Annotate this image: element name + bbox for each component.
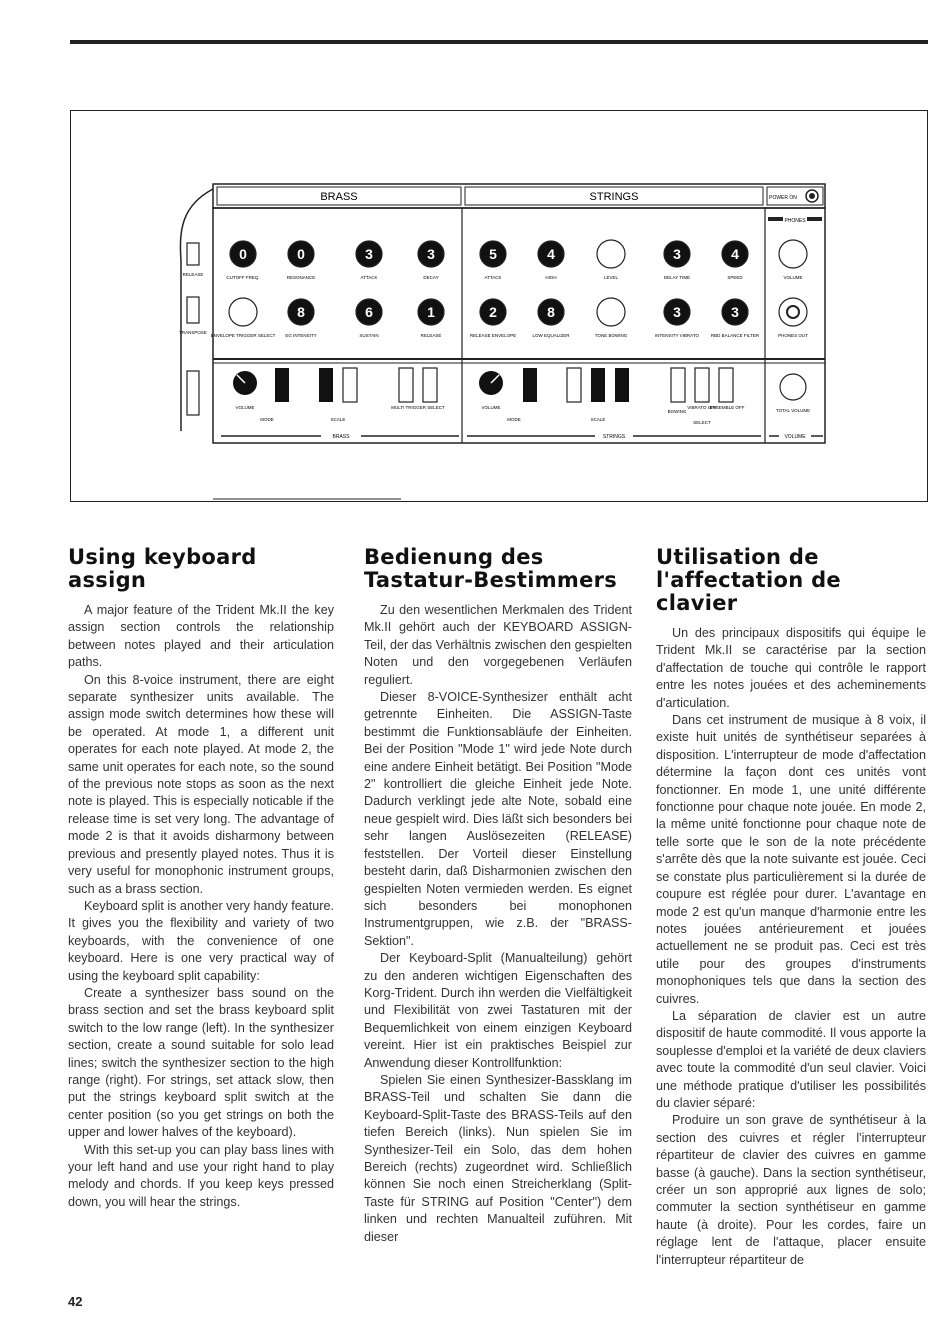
knob-label: SPEED xyxy=(727,275,743,280)
strings-scale-switch-2 xyxy=(591,368,605,402)
knob-label: ENVELOPE TRIGGER SELECT xyxy=(210,333,276,338)
heading-french: Utilisation de l'affectation de clavier xyxy=(656,545,841,615)
knob-value: 4 xyxy=(731,246,739,262)
strings-scale-switch-3 xyxy=(615,368,629,402)
strings-volume-label: VOLUME xyxy=(481,405,501,410)
strings-scale-label: SCALE xyxy=(590,417,606,422)
knob xyxy=(597,298,625,326)
total-volume-knob xyxy=(780,374,806,400)
knob xyxy=(597,240,625,268)
paragraph: Create a synthesizer bass sound on the brass section and set the brass keyboard split switch to the low range (left). In the synthesizer section, create a sound suitable for solo lead lines; switch the synthesizer section to the high range (right). For strings, set attack slow, then put the strings keyboard split switch at the center position (so you get strings on both the upper and lower halves of the keyboard). xyxy=(68,985,334,1140)
knob xyxy=(779,240,807,268)
column-french-body xyxy=(656,625,926,1269)
vibrato-switch xyxy=(695,368,709,402)
heading-english: Using keyboard assign xyxy=(68,545,257,592)
knob-label: HIGH xyxy=(545,275,557,280)
strings-mode-label: MODE xyxy=(507,417,521,422)
paragraph: Zu den wesentlichen Merkmalen des Trident Mk.II gehört auch der KEYBOARD ASSIGN-Teil, der das Verhältnis zwischen den gespielten Noten und den vorgegebenen Verläufen reguliert. xyxy=(364,603,632,687)
column-german xyxy=(364,546,632,1246)
knob-label: ATTACK xyxy=(484,275,502,280)
panel-header-band xyxy=(213,184,825,208)
transpose-switch xyxy=(187,297,199,323)
knob-value: 3 xyxy=(731,304,739,320)
bowing-switch xyxy=(671,368,685,402)
knob-label: DECAY xyxy=(423,275,439,280)
bowing-label: BOWING xyxy=(667,409,687,414)
paragraph: Der Keyboard-Split (Manualteilung) gehört zu den anderen wichtigen Eigenschaften des Korg-Trident. Durch ihn werden die Vielfältigkeit und Flexibilität von zwei Tastaturen mit der Bequemlichkeit von einem einzigen Keyboard vereint. Hier ist ein praktisches Beispiel zur Anwendung dieser Kontrollfunktion: xyxy=(364,951,632,1070)
control-panel-illustration xyxy=(71,111,926,500)
multi-trigger-label: MULTI TRIGGER SELECT xyxy=(391,405,445,410)
knob-label: SUSTAIN xyxy=(359,333,379,338)
brass-footer-label: BRASS xyxy=(332,434,350,440)
knob-label: PHONES OUT xyxy=(778,333,808,338)
brass-mode-switch xyxy=(275,368,289,402)
brass-scale-switch-1 xyxy=(319,368,333,402)
release-label: RELEASE xyxy=(182,272,204,277)
transpose-label: TRANSPOSE xyxy=(179,330,207,335)
paragraph: Un des principaux dispositifs qui équipe le Trident Mk.II se caractérise par la section d'affectation de touche qui contrôle le rapport entre les notes jouées et des acheminements d'articulation. xyxy=(656,626,926,710)
column-english xyxy=(68,546,334,1211)
paragraph: Keyboard split is another very handy feature. It gives you the flexibility and variety of two keyboards, with the convenience of one keyboard. Here is one very practical way of using the keyboard split capability: xyxy=(68,898,334,983)
strings-section-label: STRINGS xyxy=(589,191,639,203)
phones-jack-ring xyxy=(787,306,799,318)
strings-volume-knob xyxy=(479,371,503,395)
strings-footer-label: STRINGS xyxy=(602,434,626,440)
left-bottom-switch xyxy=(187,371,199,415)
brass-volume-knob xyxy=(233,371,257,395)
knob-label: VOLUME xyxy=(783,275,803,280)
brass-volume-label: VOLUME xyxy=(235,405,255,410)
knob-label: RESONANCE xyxy=(286,275,316,280)
ensemble-label: ENSEMBLE OFF xyxy=(709,405,745,410)
knob-label: LOW EQUALIZER xyxy=(532,333,570,338)
knob-value: 6 xyxy=(365,304,373,320)
vibrato-label: VIBRATO OFF xyxy=(687,405,717,410)
knob-value: 2 xyxy=(489,304,497,320)
knob-label: DELAY TIME xyxy=(663,275,691,280)
column-french xyxy=(656,546,926,1269)
control-panel-figure xyxy=(70,110,928,502)
paragraph: Produire un son grave de synthétiseur à la section des cuivres et régler l'interrupteur répartiteur de clavier des cuivres en gamme basse (à gauche). Dans la section synthétiseur, créer un son approprié aux lignes de solo; commuter la section synthétiseur en gamme haute (à droite). Pour les cordes, faire un réglage lent de l'attaque, placer ensuite l'interrupteur répartiteur de xyxy=(656,1113,926,1267)
page-number: 42 xyxy=(68,1294,83,1309)
multi-trigger-switch-1 xyxy=(399,368,413,402)
knob-label: RBD BALANCE FILTER xyxy=(710,333,760,338)
column-german-body xyxy=(364,602,632,1246)
knob xyxy=(229,298,257,326)
knob-value: 3 xyxy=(673,246,681,262)
brass-section-label: BRASS xyxy=(320,191,358,203)
paragraph: Dieser 8-VOICE-Synthesizer enthält acht getrennte Einheiten. Die ASSIGN-Taste bestimmt die Funktionsabläufe der Einheiten. Bei der Position "Mode 1" wird jede Note durch eine andere Einheit betätigt. Bei Position "Mode 2" kontrolliert die gleiche Einheit jede Note. Dadurch verklingt jede alte Note, sobald eine neue gespielt wird. Dies läßt sich besonders bei sehr langen Auslösezeiten (RELEASE) feststellen. Der Vorteil dieser Einstellung besteht darin, daß Disharmonien zwischen den gespielten Noten vermieden werden. Es eignet sich besonders bei monophonen Instrumentgruppen, wie z.B. der "BRASS-Sektion". xyxy=(364,690,632,948)
strings-mode-switch xyxy=(523,368,537,402)
knob-value: 5 xyxy=(489,246,497,262)
column-english-body xyxy=(68,602,334,1211)
knob-value: 0 xyxy=(297,246,305,262)
knob-value: 4 xyxy=(547,246,555,262)
knob-value: 3 xyxy=(427,246,435,262)
knob-label: TONE BOWING xyxy=(594,333,628,338)
panel-left-cheek xyxy=(180,189,213,431)
heading-german: Bedienung des Tastatur-Bestimmers xyxy=(364,545,618,592)
knob-label: ATTACK xyxy=(360,275,378,280)
paragraph: Spielen Sie einen Synthesizer-Bassklang im BRASS-Teil und schalten Sie dann die Keyboard-Split-Taste des BRASS-Teils auf den tiefen Bereich (links). Nun spielen Sie im Synthesizer-Teil ein Solo, das dem hohen Bereich (rechts) zugeordnet wird. Schließlich können Sie noch einen Streicherklang (Split-Taste für STRING auf Position "Center") dem linken und rechten Manualteil zuführen. Mit dieser xyxy=(364,1072,632,1244)
select-label: SELECT xyxy=(693,420,711,425)
paragraph: A major feature of the Trident Mk.II the key assign section controls the relationship between notes played and their articulation paths. xyxy=(68,603,334,670)
knob-label: RELEASE xyxy=(420,333,442,338)
strings-scale-switch-1 xyxy=(567,368,581,402)
total-volume-label: TOTAL VOLUME xyxy=(775,408,811,413)
top-rule xyxy=(70,40,928,44)
knob-value: 8 xyxy=(547,304,555,320)
knob-label: INTENSITY VIBRATO xyxy=(654,333,700,338)
knob-row-1 xyxy=(226,240,807,280)
knob-label: CUTOFF FREQ. xyxy=(226,275,260,280)
brass-mode-label: MODE xyxy=(260,417,274,422)
knob xyxy=(779,298,807,326)
knob-value: 3 xyxy=(673,304,681,320)
brass-scale-switch-2 xyxy=(343,368,357,402)
paragraph: Dans cet instrument de musique à 8 voix, il existe huit unités de synthétiseur separées à disposition. L'interrupteur de mode d'affectation détermine la façon dont ces unités vont fonctionner. En mode 1, une unité différente fonctionne pour chaque note jouée. En mode 2, la même unité fonctionne pour chaque note de telle sorte que le son de la note précédente s'arrête dès que la note suivante est jouée. Ceci se constate plus particulièrement si la durée de coupure est réglée pour durer. L'avantage en mode 2 est qu'un manque d'harmonie entre les notes jouées antérieurement et jouées actuellement ne se produit pas. Ceci est très utile pour des groupes d'instruments monophoniques tels que dans la section des cuivres. xyxy=(656,713,926,1006)
volume-footer-label: VOLUME xyxy=(784,434,806,440)
knob-value: 1 xyxy=(427,304,435,320)
paragraph: On this 8-voice instrument, there are eight separate synthesizer units available. The assign mode switch determines how these will be operated. At mode 1, a different unit operates for each note played. At mode 2, the same unit operates for each note, so the sound of the previous note stops as soon as the next note is played. This is especially noticable if the release time is set very long. The advantage of mode 2 is that it avoids disharmony between previous and presently played notes. Thus it is very useful for monophonic instrument groups, such as a brass section. xyxy=(68,672,334,896)
release-switch xyxy=(187,243,199,265)
brass-scale-label: SCALE xyxy=(330,417,346,422)
paragraph: With this set-up you can play bass lines with your left hand and use your right hand to play melody and chords. If you keep keys pressed down, you will hear the strings. xyxy=(68,1142,334,1209)
knob-value: 3 xyxy=(365,246,373,262)
paragraph: La séparation de clavier est un autre dispositif de haute commodité. Il vous apporte la souplesse d'emploi et la variété de deux claviers avec toute la commodité d'un seul clavier. Voici une méthode pratique d'utiliser les possibilités du clavier séparé: xyxy=(656,1008,926,1110)
knob-label: EG INTENSITY xyxy=(285,333,317,338)
knob-value: 0 xyxy=(239,246,247,262)
multi-trigger-switch-2 xyxy=(423,368,437,402)
knob-label: LEVEL xyxy=(603,275,619,280)
power-on-label: POWER ON xyxy=(769,195,797,201)
ensemble-switch xyxy=(719,368,733,402)
knob-value: 8 xyxy=(297,304,305,320)
knob-label: RELEASE ENVELOPE xyxy=(469,333,517,338)
phones-label: PHONES xyxy=(784,218,806,224)
knob-row-2 xyxy=(211,298,808,338)
